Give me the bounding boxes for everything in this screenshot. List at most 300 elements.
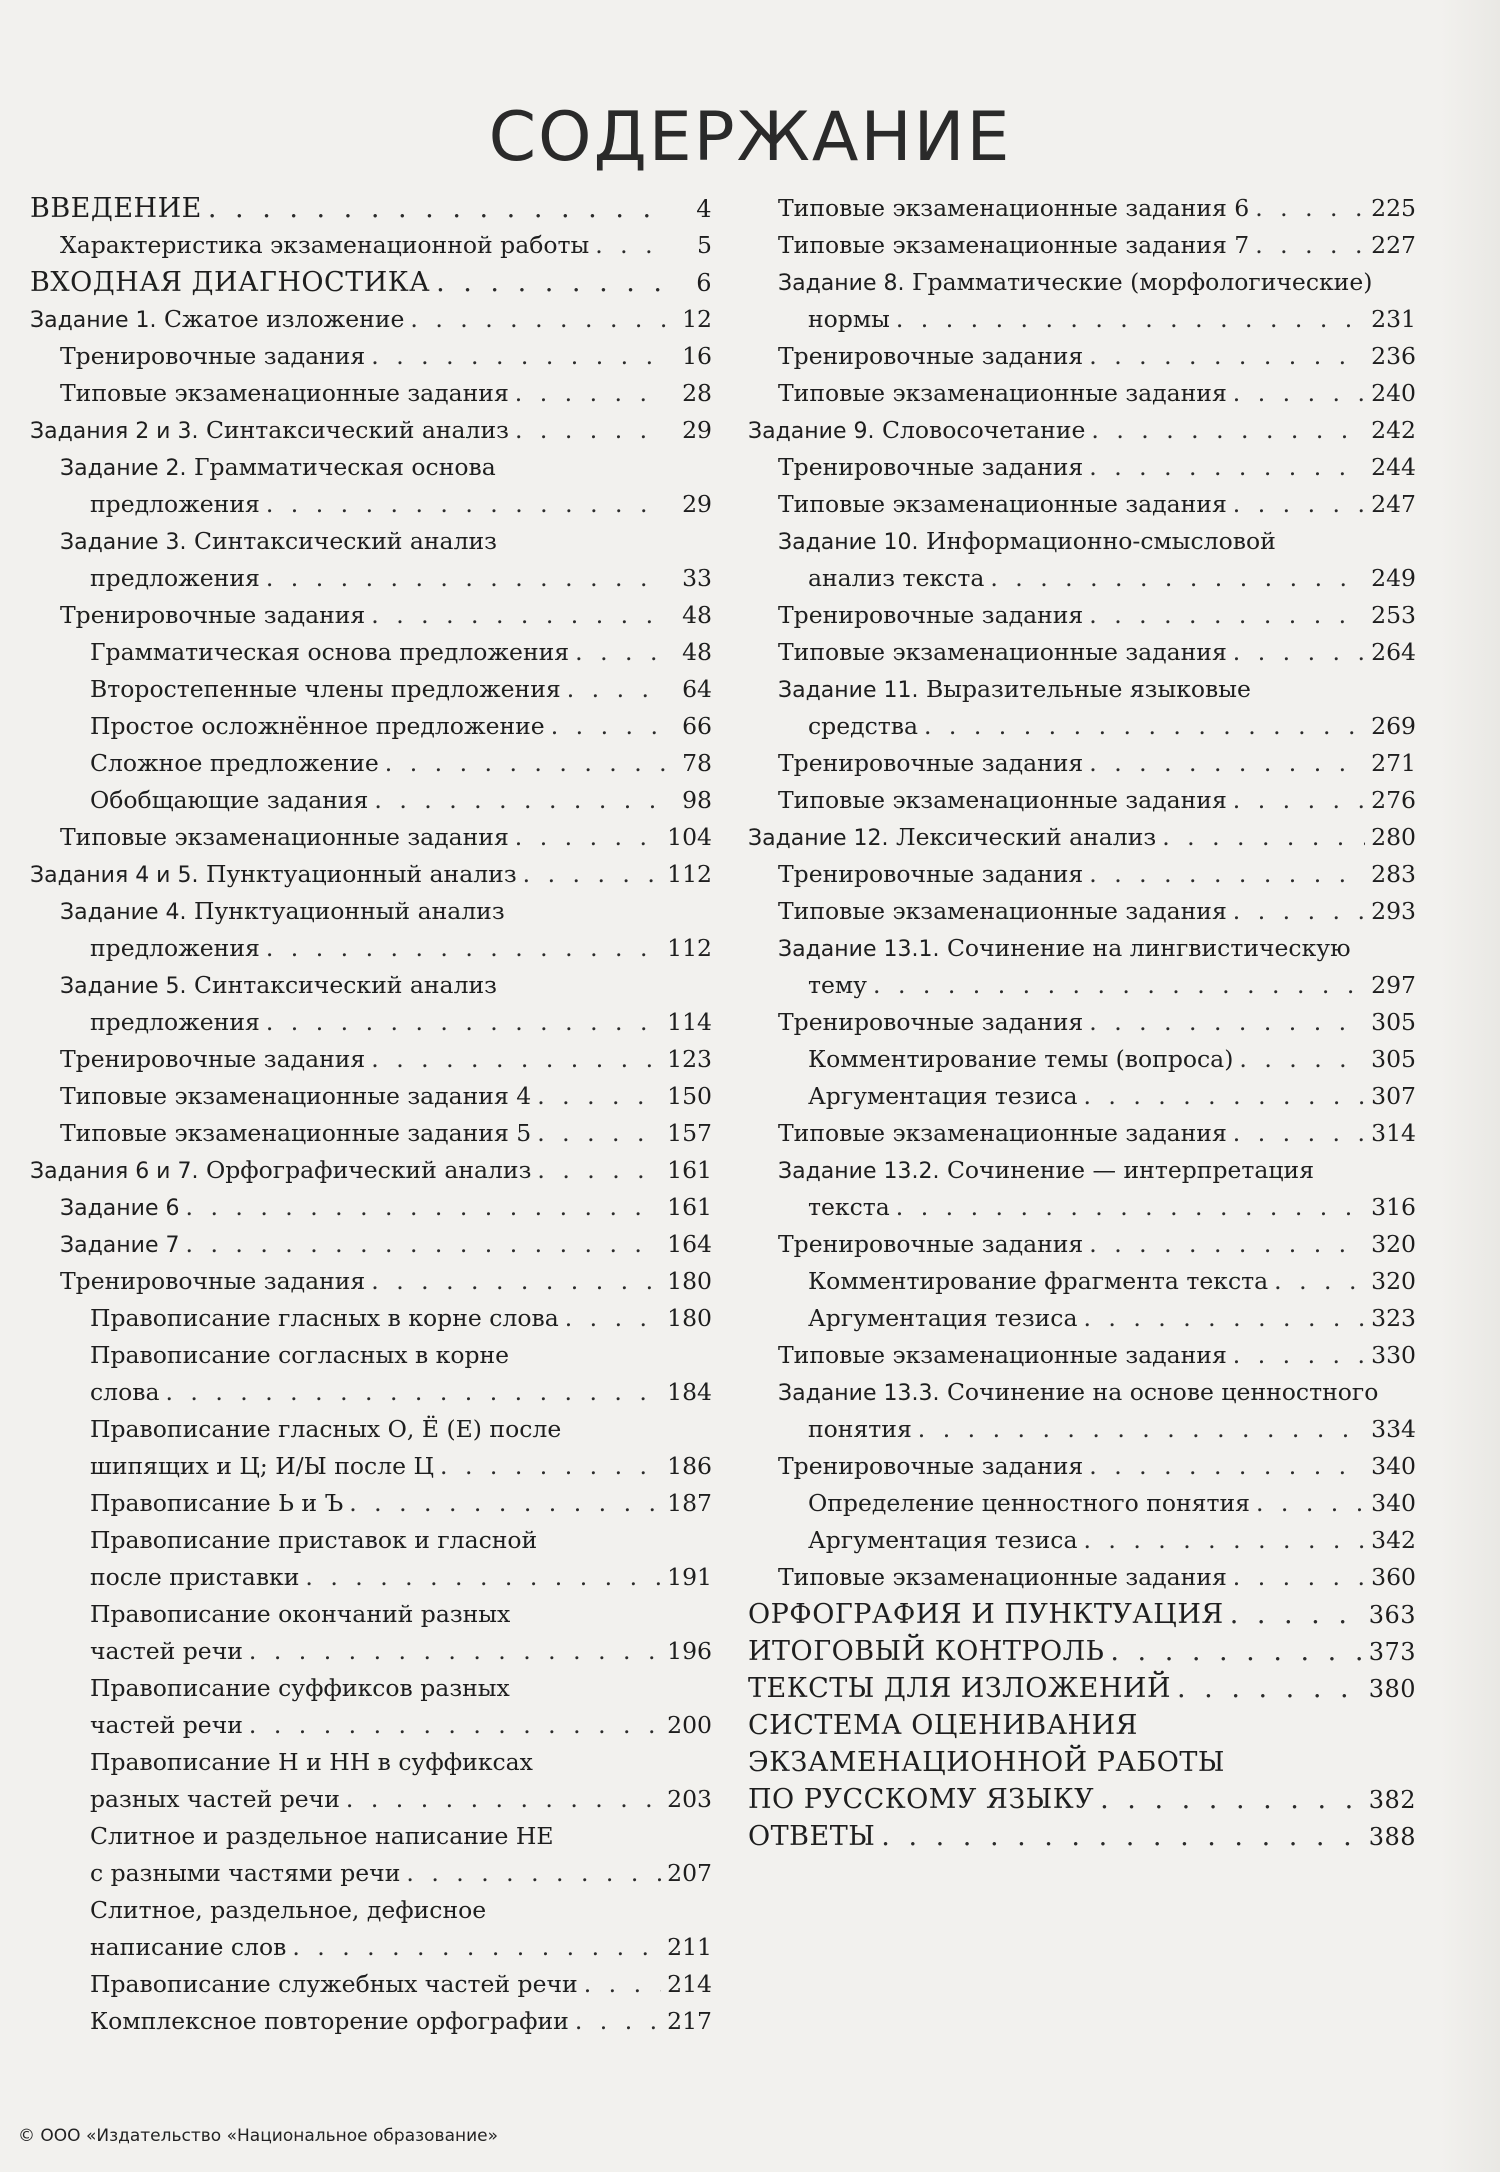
- toc-text: Типовые экзаменационные задания 5: [60, 1119, 532, 1147]
- toc-text: ВВЕДЕНИЕ: [30, 193, 202, 224]
- toc-leader-dots: [436, 264, 666, 301]
- space: [904, 268, 911, 296]
- toc-entry-title: [778, 1448, 1083, 1485]
- space: [198, 416, 205, 444]
- toc-page-number: 227: [1371, 231, 1416, 259]
- toc-page-number: 123: [667, 1045, 712, 1073]
- toc-leader-dots: [881, 1818, 1362, 1855]
- toc-page-number: 297: [1371, 971, 1416, 999]
- toc-leader-dots: [515, 819, 661, 856]
- toc-entry: [748, 1041, 1416, 1078]
- toc-entry-title: [808, 1078, 1077, 1115]
- toc-leader-dots: [565, 1300, 661, 1337]
- toc-text: Тренировочные задания: [778, 453, 1084, 481]
- toc-page-number: 104: [667, 823, 712, 851]
- toc-entry: [748, 1448, 1416, 1485]
- toc-entry: [30, 1300, 712, 1337]
- toc-entry-title: [778, 264, 1372, 302]
- toc-leader-dots: [1255, 190, 1365, 227]
- toc-text: предложения: [90, 934, 260, 962]
- toc-text: Комментирование фрагмента текста: [808, 1267, 1269, 1295]
- toc-text: Тренировочные задания: [778, 1452, 1084, 1480]
- space: [186, 897, 193, 925]
- toc-page-number: 320: [1371, 1230, 1416, 1258]
- toc-page-number: 330: [1371, 1341, 1416, 1369]
- toc-page-number: 360: [1371, 1563, 1416, 1591]
- toc-entry-title: [90, 745, 379, 782]
- toc-left-column: [30, 190, 712, 2040]
- toc-entry-title: [778, 597, 1083, 634]
- toc-entry: [30, 671, 712, 708]
- toc-leader-dots: [1089, 856, 1365, 893]
- toc-entry: [30, 560, 712, 597]
- toc-page-number: 114: [667, 1008, 712, 1036]
- toc-page-number: 64: [682, 675, 712, 703]
- toc-leader-dots: [249, 1633, 661, 1670]
- toc-entry: [748, 1337, 1416, 1374]
- toc-entry: [748, 819, 1416, 856]
- toc-entry-title: [748, 819, 1156, 857]
- toc-page-number: 184: [667, 1378, 712, 1406]
- toc-text: нормы: [808, 305, 890, 333]
- toc-page-number: 157: [667, 1119, 712, 1147]
- toc-page-number: 388: [1368, 1823, 1416, 1851]
- toc-text: Типовые экзаменационные задания: [778, 379, 1227, 407]
- toc-text: Простое осложнённое предложение: [90, 712, 545, 740]
- toc-entry: [748, 1411, 1416, 1448]
- toc-entry-title: [60, 375, 509, 412]
- toc-entry-title: [60, 1189, 180, 1227]
- toc-leader-dots: [1100, 1781, 1363, 1818]
- toc-text: Тренировочные задания: [778, 1008, 1084, 1036]
- toc-leader-dots: [292, 1929, 661, 1966]
- toc-text: Тренировочные задания: [60, 1267, 366, 1295]
- toc-entry: [30, 856, 712, 893]
- toc-page-number: 200: [667, 1711, 712, 1739]
- toc-page-number: 66: [682, 712, 712, 740]
- toc-leader-dots: [924, 708, 1365, 745]
- toc-entry-title: [90, 1596, 510, 1633]
- toc-text: Сжатое изложение: [163, 305, 405, 333]
- toc-page-number: 214: [667, 1970, 712, 1998]
- toc-entry-title: [778, 745, 1083, 782]
- task-label: Задание 13.3.: [778, 1381, 940, 1406]
- toc-entry: [748, 486, 1416, 523]
- toc-entry-title: [60, 1078, 531, 1115]
- toc-entry-title: [748, 1781, 1094, 1818]
- toc-page-number: 187: [667, 1489, 712, 1517]
- task-label: Задания 4 и 5.: [30, 863, 199, 888]
- toc-page-number: 231: [1371, 305, 1416, 333]
- toc-page-number: 12: [682, 305, 712, 333]
- toc-text: Правописание окончаний разных: [90, 1600, 511, 1628]
- toc-entry: [748, 967, 1416, 1004]
- toc-entry: [30, 1818, 712, 1855]
- toc-entry-title: [778, 227, 1249, 264]
- toc-leader-dots: [1089, 338, 1365, 375]
- toc-entry-title: [90, 930, 260, 967]
- toc-leader-dots: [346, 1781, 661, 1818]
- toc-entry-title: [778, 930, 1351, 968]
- toc-entry-title: [778, 634, 1227, 671]
- toc-entry: [30, 1892, 712, 1929]
- toc-entry-title: [30, 412, 509, 450]
- toc-text: ОРФОГРАФИЯ И ПУНКТУАЦИЯ: [748, 1599, 1224, 1630]
- toc-text: Типовые экзаменационные задания: [778, 1563, 1227, 1591]
- toc-page-number: 242: [1371, 416, 1416, 444]
- toc-entry-title: [90, 1855, 400, 1892]
- toc-text: Правописание гласных в корне слова: [90, 1304, 559, 1332]
- toc-entry: [748, 1300, 1416, 1337]
- toc-entry: [748, 1633, 1416, 1670]
- task-label: Задание 9.: [748, 419, 875, 444]
- toc-entry: [30, 967, 712, 1004]
- toc-entry-title: [808, 560, 984, 597]
- toc-entry: [30, 819, 712, 856]
- toc-leader-dots: [371, 338, 666, 375]
- toc-page-number: 186: [667, 1452, 712, 1480]
- toc-text: Слитное, раздельное, дефисное: [90, 1896, 487, 1924]
- space: [939, 1378, 946, 1406]
- toc-entry-title: [90, 1818, 554, 1855]
- toc-page-number: 196: [667, 1637, 712, 1665]
- toc-text: Типовые экзаменационные задания: [60, 379, 509, 407]
- copyright-footer: © ООО «Издательство «Национальное образование»: [18, 2126, 499, 2146]
- toc-text: Правописание суффиксов разных: [90, 1674, 510, 1702]
- toc-leader-dots: [266, 1004, 661, 1041]
- toc-text: ПО РУССКОМУ ЯЗЫКУ: [748, 1784, 1095, 1815]
- toc-text: Синтаксический анализ: [205, 416, 509, 444]
- toc-text: Типовые экзаменационные задания: [778, 786, 1227, 814]
- toc-page-number: 244: [1371, 453, 1416, 481]
- toc-text: ТЕКСТЫ ДЛЯ ИЗЛОЖЕНИЙ: [748, 1673, 1172, 1704]
- toc-text: после приставки: [90, 1563, 300, 1591]
- toc-entry: [748, 930, 1416, 967]
- task-label: Задание 6: [60, 1196, 180, 1221]
- toc-entry-title: [60, 1263, 365, 1300]
- toc-page-number: 29: [682, 416, 712, 444]
- toc-leader-dots: [1233, 634, 1365, 671]
- toc-entry-title: [60, 1226, 180, 1264]
- toc-leader-dots: [186, 1189, 662, 1226]
- toc-entry-title: [808, 967, 867, 1004]
- toc-page-number: 161: [667, 1156, 712, 1184]
- toc-text: Аргументация тезиса: [808, 1526, 1078, 1554]
- toc-entry: [748, 227, 1416, 264]
- toc-text: анализ текста: [808, 564, 985, 592]
- toc-text: Сочинение — интерпретация: [946, 1156, 1315, 1184]
- toc-leader-dots: [1083, 1522, 1365, 1559]
- toc-text: средства: [808, 712, 918, 740]
- toc-entry-title: [90, 1633, 243, 1670]
- toc-entry-title: [90, 1559, 299, 1596]
- toc-page-number: 236: [1371, 342, 1416, 370]
- toc-page-number: 271: [1371, 749, 1416, 777]
- toc-entry-title: [778, 190, 1249, 227]
- toc-entry: [30, 1337, 712, 1374]
- toc-entry: [748, 264, 1416, 301]
- space: [918, 527, 925, 555]
- toc-entry: [30, 745, 712, 782]
- task-label: Задания 6 и 7.: [30, 1159, 199, 1184]
- toc-leader-dots: [165, 1374, 661, 1411]
- toc-page-number: 4: [696, 195, 712, 223]
- toc-text: Типовые экзаменационные задания 4: [60, 1082, 532, 1110]
- toc-text: Тренировочные задания: [778, 342, 1084, 370]
- toc-leader-dots: [371, 1041, 661, 1078]
- toc-leader-dots: [385, 745, 666, 782]
- toc-text: Типовые экзаменационные задания: [778, 638, 1227, 666]
- toc-entry: [748, 1263, 1416, 1300]
- toc-page-number: 164: [667, 1230, 712, 1258]
- toc-page-number: 180: [667, 1304, 712, 1332]
- toc-entry-title: [778, 1559, 1227, 1596]
- toc-entry: [748, 1078, 1416, 1115]
- space: [186, 971, 193, 999]
- toc-entry: [748, 338, 1416, 375]
- toc-leader-dots: [1239, 1041, 1365, 1078]
- toc-leader-dots: [371, 597, 666, 634]
- toc-text: Грамматическая основа: [193, 453, 496, 481]
- space: [198, 860, 205, 888]
- toc-page-number: 16: [682, 342, 712, 370]
- toc-entry-title: [808, 1263, 1268, 1300]
- toc-entry: [30, 1670, 712, 1707]
- toc-entry: [30, 2003, 712, 2040]
- toc-entry-title: [808, 1041, 1233, 1078]
- toc-text: Тренировочные задания: [60, 342, 366, 370]
- toc-entry-title: [808, 1189, 890, 1226]
- toc-leader-dots: [1089, 1226, 1365, 1263]
- toc-text: Правописание Ь и Ъ: [90, 1489, 344, 1517]
- toc-entry-title: [808, 1411, 912, 1448]
- toc-text: Типовые экзаменационные задания 6: [778, 194, 1250, 222]
- toc-entry-title: [90, 1411, 561, 1448]
- toc-entry: [748, 412, 1416, 449]
- toc-page-number: 380: [1368, 1675, 1416, 1703]
- toc-page-number: 217: [667, 2007, 712, 2035]
- task-label: Задание 7: [60, 1233, 180, 1258]
- toc-entry-title: [778, 1004, 1083, 1041]
- task-label: Задание 12.: [748, 826, 889, 851]
- toc-text: ОТВЕТЫ: [748, 1821, 876, 1852]
- toc-page-number: 6: [696, 269, 712, 297]
- task-label: Задание 4.: [60, 900, 187, 925]
- toc-leader-dots: [584, 1966, 661, 2003]
- toc-page-number: 307: [1371, 1082, 1416, 1110]
- toc-page-number: 340: [1371, 1452, 1416, 1480]
- toc-entry: [30, 1078, 712, 1115]
- toc-leader-dots: [515, 412, 666, 449]
- toc-leader-dots: [1091, 412, 1365, 449]
- toc-page-number: 48: [682, 638, 712, 666]
- task-label: Задание 11.: [778, 678, 919, 703]
- toc-entry-title: [60, 449, 496, 487]
- toc-leader-dots: [575, 2003, 661, 2040]
- toc-text: Тренировочные задания: [778, 749, 1084, 777]
- toc-entry: [30, 708, 712, 745]
- toc-entry-title: [90, 1374, 159, 1411]
- toc-leader-dots: [1255, 227, 1365, 264]
- toc-leader-dots: [1233, 486, 1365, 523]
- toc-leader-dots: [266, 560, 666, 597]
- toc-text: Правописание согласных в корне: [90, 1341, 510, 1369]
- toc-text: Типовые экзаменационные задания: [778, 1341, 1227, 1369]
- toc-entry-title: [60, 967, 497, 1005]
- toc-entry-title: [90, 1485, 343, 1522]
- toc-page-number: 305: [1371, 1045, 1416, 1073]
- toc-entry-title: [748, 412, 1085, 450]
- toc-entry: [30, 1485, 712, 1522]
- toc-entry-title: [90, 782, 368, 819]
- toc-entry-title: [90, 486, 260, 523]
- toc-entry-title: [60, 819, 509, 856]
- toc-entry-title: [90, 1744, 533, 1781]
- toc-entry: [748, 1152, 1416, 1189]
- toc-entry: [748, 1485, 1416, 1522]
- toc-entry-title: [60, 597, 365, 634]
- toc-entry-title: [778, 523, 1276, 561]
- toc-text: с разными частями речи: [90, 1859, 401, 1887]
- task-label: Задание 8.: [778, 271, 905, 296]
- toc-entry: [30, 301, 712, 338]
- toc-text: Сочинение на основе ценностного: [946, 1378, 1379, 1406]
- toc-leader-dots: [1089, 1448, 1365, 1485]
- toc-leader-dots: [406, 1855, 661, 1892]
- toc-page-number: 150: [667, 1082, 712, 1110]
- toc-entry-title: [60, 227, 589, 264]
- toc-leader-dots: [918, 1411, 1365, 1448]
- toc-page-number: 249: [1371, 564, 1416, 592]
- toc-entry-title: [30, 190, 202, 227]
- toc-leader-dots: [1110, 1633, 1362, 1670]
- toc-text: СИСТЕМА ОЦЕНИВАНИЯ: [748, 1710, 1138, 1741]
- toc-leader-dots: [567, 671, 666, 708]
- toc-entry: [748, 1744, 1416, 1781]
- toc-page-number: 340: [1371, 1489, 1416, 1517]
- toc-page-number: 98: [682, 786, 712, 814]
- toc-text: Аргументация тезиса: [808, 1082, 1078, 1110]
- toc-text: Синтаксический анализ: [193, 971, 497, 999]
- toc-leader-dots: [1233, 782, 1365, 819]
- toc-entry-title: [748, 1744, 1225, 1781]
- task-label: Задание 13.2.: [778, 1159, 940, 1184]
- toc-entry: [748, 1189, 1416, 1226]
- toc-text: Пунктуационный анализ: [205, 860, 517, 888]
- page-title: СОДЕРЖАНИЕ: [488, 98, 1012, 177]
- toc-entry: [30, 523, 712, 560]
- toc-text: тему: [808, 971, 868, 999]
- toc-page-number: 240: [1371, 379, 1416, 407]
- toc-entry-title: [778, 338, 1083, 375]
- toc-entry-title: [90, 1707, 243, 1744]
- toc-page-number: 320: [1371, 1267, 1416, 1295]
- toc-entry: [30, 1855, 712, 1892]
- toc-page-number: 314: [1371, 1119, 1416, 1147]
- toc-leader-dots: [515, 375, 666, 412]
- toc-entry-title: [90, 1300, 559, 1337]
- task-label: Задание 10.: [778, 530, 919, 555]
- toc-leader-dots: [249, 1707, 661, 1744]
- toc-leader-dots: [551, 708, 666, 745]
- toc-text: Тренировочные задания: [778, 601, 1084, 629]
- space: [874, 416, 881, 444]
- toc-leader-dots: [1233, 375, 1365, 412]
- toc-entry-title: [90, 1670, 510, 1707]
- toc-entry: [748, 597, 1416, 634]
- toc-leader-dots: [410, 301, 666, 338]
- toc-text: предложения: [90, 564, 260, 592]
- space: [186, 527, 193, 555]
- toc-entry: [30, 1374, 712, 1411]
- toc-entry: [30, 1633, 712, 1670]
- toc-page-number: 161: [667, 1193, 712, 1221]
- toc-page-number: 334: [1371, 1415, 1416, 1443]
- toc-text: предложения: [90, 490, 260, 518]
- toc-entry-title: [90, 1448, 434, 1485]
- toc-text: разных частей речи: [90, 1785, 340, 1813]
- toc-entry-title: [90, 1929, 286, 1966]
- toc-text: Типовые экзаменационные задания: [778, 1119, 1227, 1147]
- toc-entry-title: [90, 671, 561, 708]
- toc-entry-title: [60, 338, 365, 375]
- toc-entry: [748, 671, 1416, 708]
- toc-entry: [30, 264, 712, 301]
- toc-page-number: 283: [1371, 860, 1416, 888]
- toc-entry: [30, 1004, 712, 1041]
- space: [198, 1156, 205, 1184]
- toc-leader-dots: [1083, 1078, 1365, 1115]
- toc-entry: [748, 1781, 1416, 1818]
- toc-text: текста: [808, 1193, 890, 1221]
- toc-entry: [30, 1929, 712, 1966]
- toc-entry: [30, 449, 712, 486]
- toc-entry-title: [90, 560, 260, 597]
- toc-entry: [30, 227, 712, 264]
- toc-page-number: 48: [682, 601, 712, 629]
- toc-leader-dots: [186, 1226, 662, 1263]
- toc-entry-title: [778, 782, 1227, 819]
- toc-page-number: 29: [682, 490, 712, 518]
- toc-entry-title: [60, 893, 505, 931]
- toc-leader-dots: [1274, 1263, 1365, 1300]
- toc-leader-dots: [374, 782, 666, 819]
- toc-leader-dots: [1089, 1004, 1365, 1041]
- toc-page-number: 112: [667, 860, 712, 888]
- toc-entry: [30, 1707, 712, 1744]
- toc-entry: [748, 301, 1416, 338]
- toc-entry: [30, 597, 712, 634]
- toc-entry-title: [778, 375, 1227, 412]
- toc-entry-title: [808, 1300, 1077, 1337]
- toc-entry: [30, 930, 712, 967]
- page-edge-shadow: [1440, 0, 1500, 2172]
- toc-entry: [748, 1226, 1416, 1263]
- toc-text: Типовые экзаменационные задания 7: [778, 231, 1250, 259]
- toc-entry-title: [778, 486, 1227, 523]
- toc-page-number: 276: [1371, 786, 1416, 814]
- toc-text: Грамматическая основа предложения: [90, 638, 570, 666]
- space: [939, 934, 946, 962]
- toc-text: Характеристика экзаменационной работы: [60, 231, 590, 259]
- toc-text: Определение ценностного понятия: [808, 1489, 1250, 1517]
- task-label: Задание 2.: [60, 456, 187, 481]
- toc-leader-dots: [1089, 745, 1365, 782]
- toc-page-number: 316: [1371, 1193, 1416, 1221]
- toc-entry: [30, 1559, 712, 1596]
- toc-entry: [748, 1522, 1416, 1559]
- toc-entry-title: [60, 1041, 365, 1078]
